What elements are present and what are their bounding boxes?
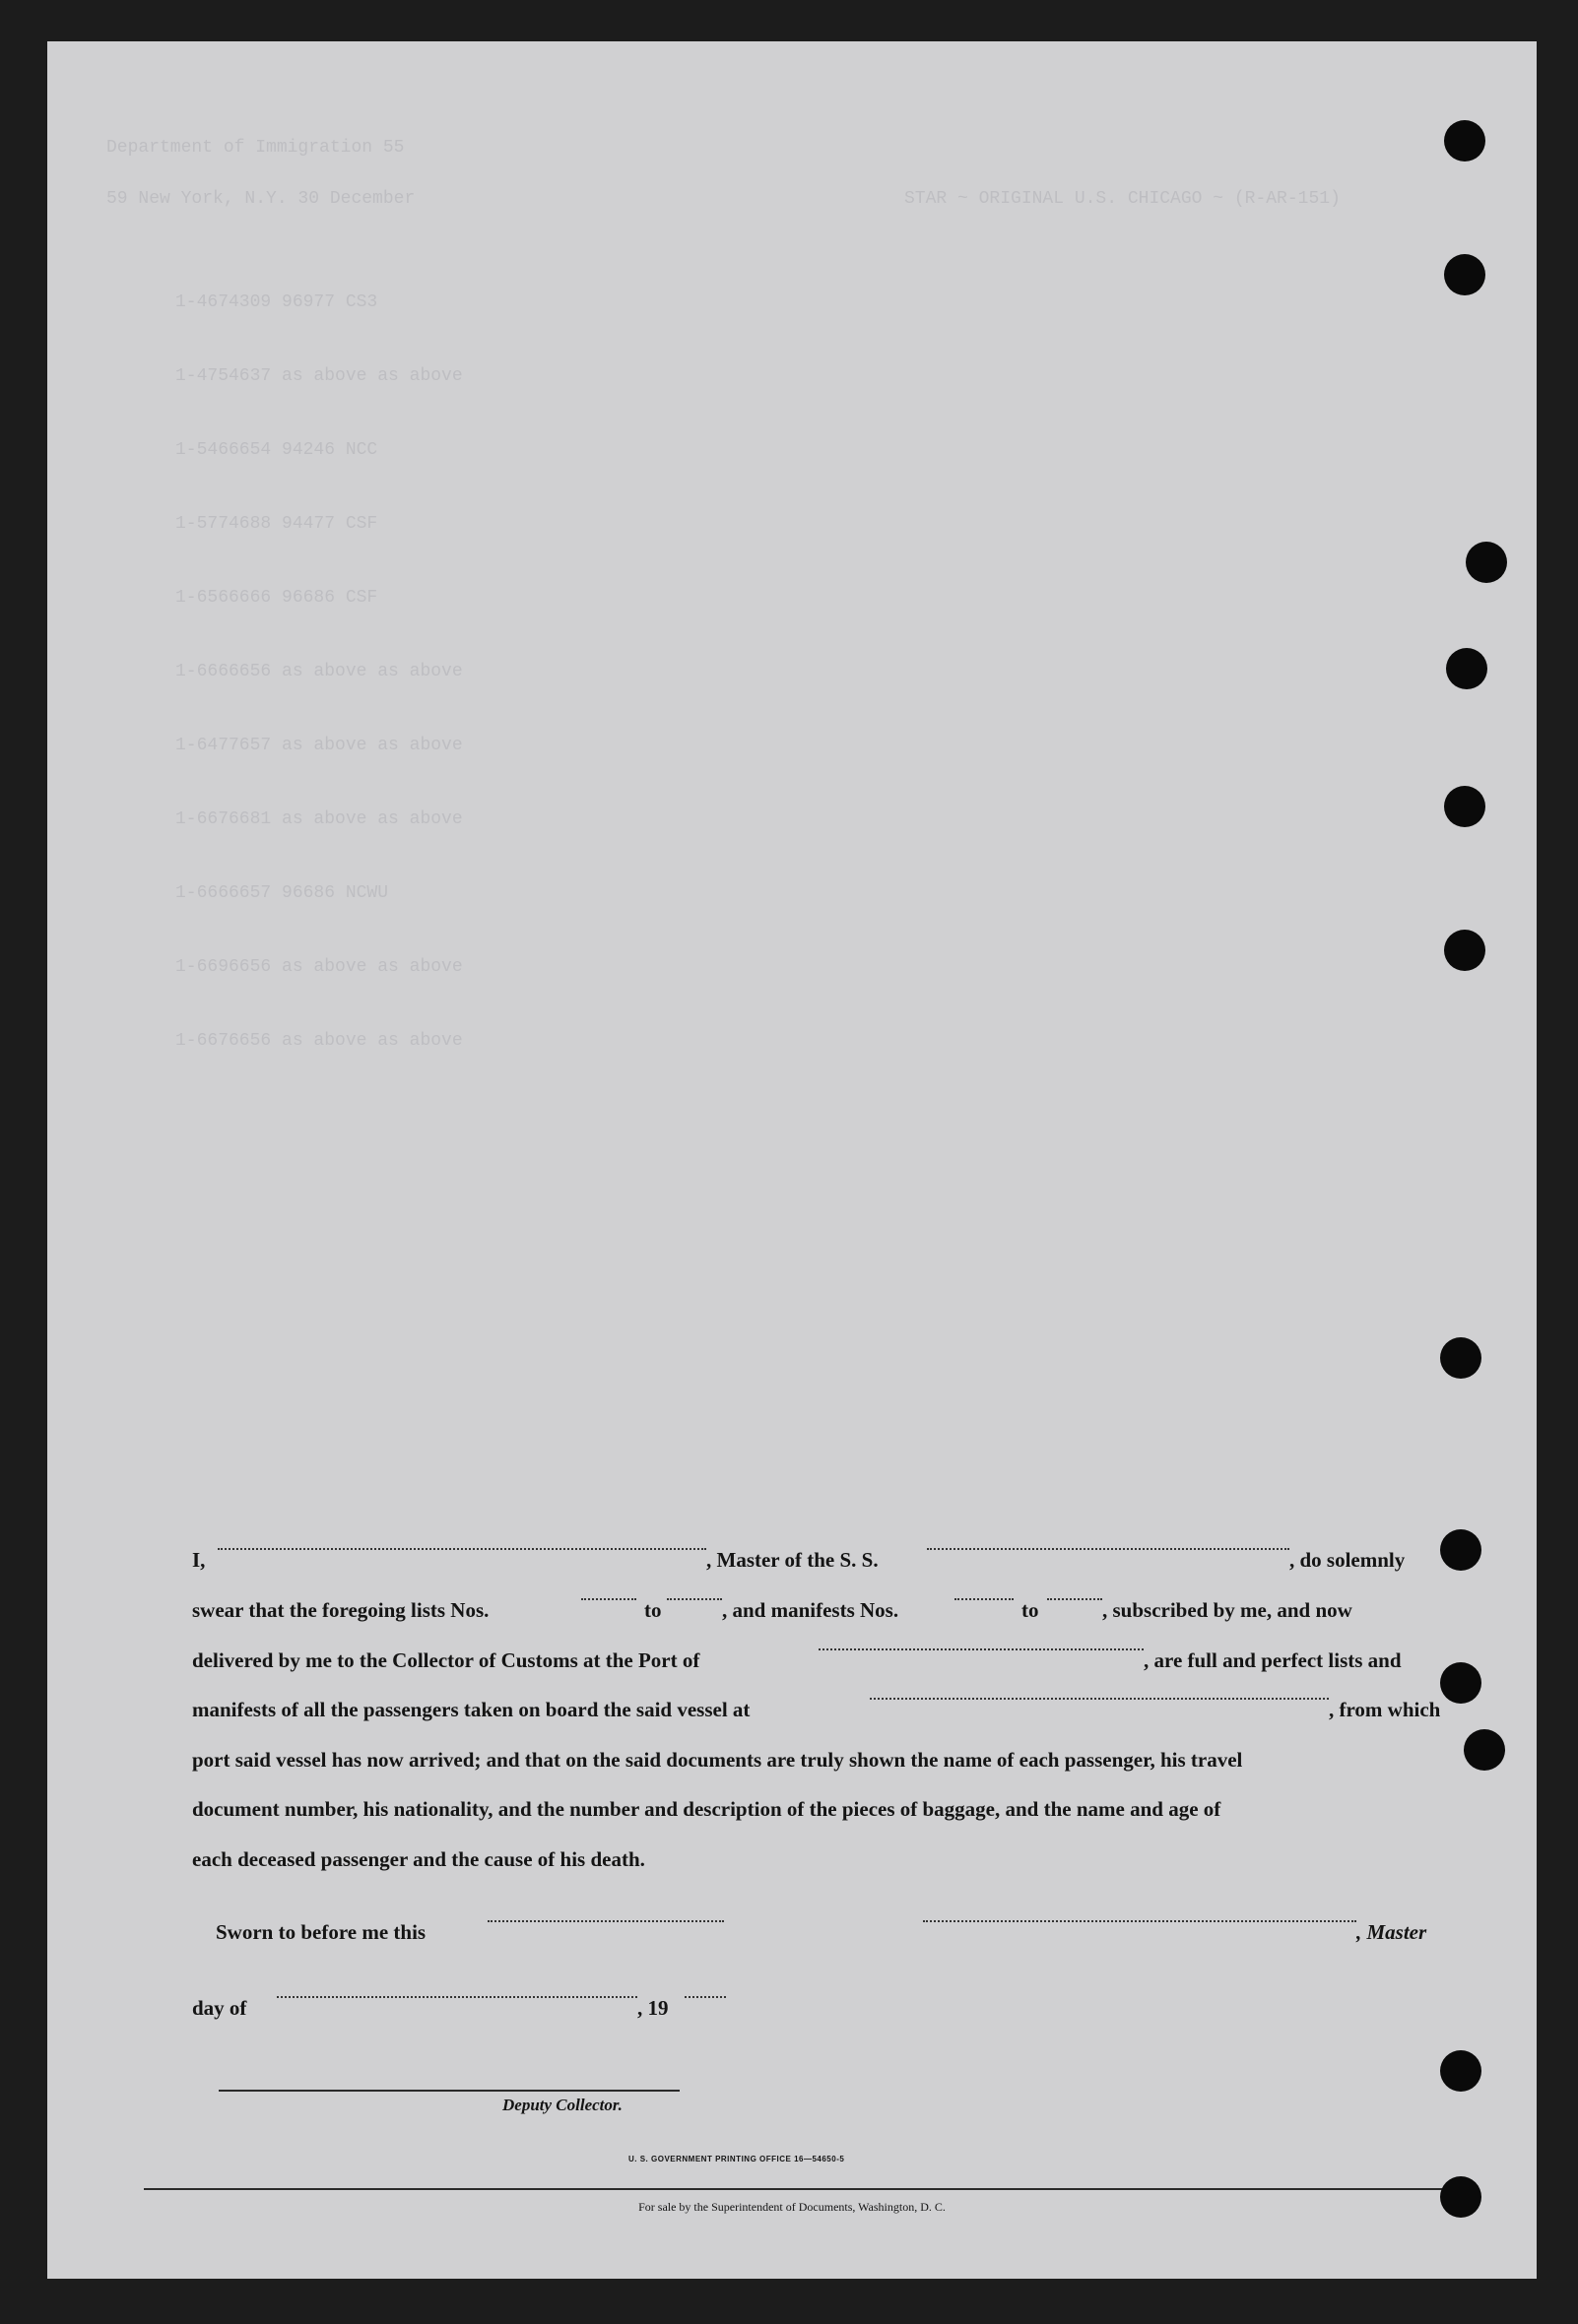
punch-hole bbox=[1466, 542, 1507, 583]
bleed-through-header: STAR ~ ORIGINAL U.S. CHICAGO ~ (R-AR-151) bbox=[904, 189, 1341, 209]
oath-text: , subscribed by me, and now bbox=[1102, 1598, 1352, 1622]
oath-text: , Master of the S. S. bbox=[706, 1548, 879, 1572]
bleed-through-row: 1-6676656 as above as above bbox=[175, 1031, 463, 1051]
sworn-date-field[interactable] bbox=[488, 1920, 724, 1922]
footer-text: For sale by the Superintendent of Documents, Washington, D. C. bbox=[638, 2200, 946, 2214]
oath-text: swear that the foregoing lists Nos. bbox=[192, 1598, 490, 1622]
bleed-through-header: 59 New York, N.Y. 30 December bbox=[106, 189, 416, 209]
day-of-label: day of bbox=[192, 1996, 247, 2020]
bleed-through-row: 1-6666656 as above as above bbox=[175, 662, 463, 681]
day-field[interactable] bbox=[277, 1996, 637, 1998]
oath-text: delivered by me to the Collector of Customs at the Port of bbox=[192, 1648, 700, 1672]
master-signature-field[interactable] bbox=[923, 1920, 1356, 1922]
ship-name-field[interactable] bbox=[927, 1548, 1289, 1550]
year-label: , 19 bbox=[637, 1996, 669, 2020]
deputy-collector-label: Deputy Collector. bbox=[502, 2096, 623, 2114]
oath-text: to bbox=[1021, 1598, 1039, 1622]
oath-line-7: each deceased passenger and the cause of his death. bbox=[192, 1847, 645, 1871]
oath-line-4 bbox=[192, 1698, 1448, 1727]
master-name-field[interactable] bbox=[218, 1548, 706, 1550]
departure-port-field[interactable] bbox=[870, 1698, 1329, 1700]
oath-text: , from which bbox=[1329, 1698, 1441, 1721]
punch-hole bbox=[1440, 2050, 1481, 2092]
bleed-through-row: 1-6477657 as above as above bbox=[175, 736, 463, 755]
sworn-label: Sworn to before me this bbox=[216, 1920, 427, 1944]
bleed-through-header: Department of Immigration 55 bbox=[106, 138, 405, 158]
oath-line-1 bbox=[192, 1548, 1448, 1578]
oath-text: , do solemnly bbox=[1289, 1548, 1406, 1572]
bleed-through-row: 1-6676681 as above as above bbox=[175, 809, 463, 829]
oath-line-3 bbox=[192, 1648, 1448, 1678]
bleed-through-row: 1-6696656 as above as above bbox=[175, 957, 463, 977]
day-line bbox=[192, 1996, 1448, 2026]
punch-hole bbox=[1440, 1662, 1481, 1704]
year-field[interactable] bbox=[685, 1996, 726, 1998]
bleed-through-row: 1-5774688 94477 CSF bbox=[175, 514, 378, 534]
punch-hole bbox=[1444, 254, 1485, 295]
deputy-signature-line[interactable] bbox=[219, 2090, 680, 2092]
punch-hole bbox=[1440, 2176, 1481, 2218]
oath-line-2 bbox=[192, 1598, 1448, 1628]
oath-text: I, bbox=[192, 1548, 206, 1572]
punch-hole bbox=[1440, 1337, 1481, 1379]
list-from-field[interactable] bbox=[581, 1598, 636, 1600]
bleed-through-row: 1-6566666 96686 CSF bbox=[175, 588, 378, 608]
oath-text: , and manifests Nos. bbox=[722, 1598, 899, 1622]
punch-hole bbox=[1444, 786, 1485, 827]
bleed-through-row: 1-5466654 94246 NCC bbox=[175, 440, 378, 460]
punch-hole bbox=[1444, 930, 1485, 971]
footer-rule bbox=[144, 2188, 1442, 2190]
punch-hole bbox=[1446, 648, 1487, 689]
bleed-through-row: 1-4754637 as above as above bbox=[175, 366, 463, 386]
document-page bbox=[47, 41, 1537, 2279]
bleed-through-row: 1-4674309 96977 CS3 bbox=[175, 292, 378, 312]
manifest-to-field[interactable] bbox=[1047, 1598, 1102, 1600]
manifest-from-field[interactable] bbox=[954, 1598, 1014, 1600]
punch-hole bbox=[1464, 1729, 1505, 1771]
oath-line-5: port said vessel has now arrived; and that on the said documents are truly shown the name of each passenger, his travel bbox=[192, 1748, 1243, 1772]
master-label: , Master bbox=[1356, 1920, 1427, 1944]
oath-text: to bbox=[644, 1598, 662, 1622]
oath-line-6: document number, his nationality, and the number and description of the pieces of baggage, and the name and age of bbox=[192, 1797, 1221, 1821]
oath-text: manifests of all the passengers taken on board the said vessel at bbox=[192, 1698, 751, 1721]
port-field[interactable] bbox=[819, 1648, 1144, 1650]
oath-text: , are full and perfect lists and bbox=[1144, 1648, 1402, 1672]
punch-hole bbox=[1444, 120, 1485, 161]
punch-hole bbox=[1440, 1529, 1481, 1571]
bleed-through-row: 1-6666657 96686 NCWU bbox=[175, 883, 389, 903]
gpo-imprint: U. S. GOVERNMENT PRINTING OFFICE 16—54650-5 bbox=[628, 2155, 845, 2163]
list-to-field[interactable] bbox=[667, 1598, 722, 1600]
sworn-line bbox=[192, 1920, 1448, 1950]
